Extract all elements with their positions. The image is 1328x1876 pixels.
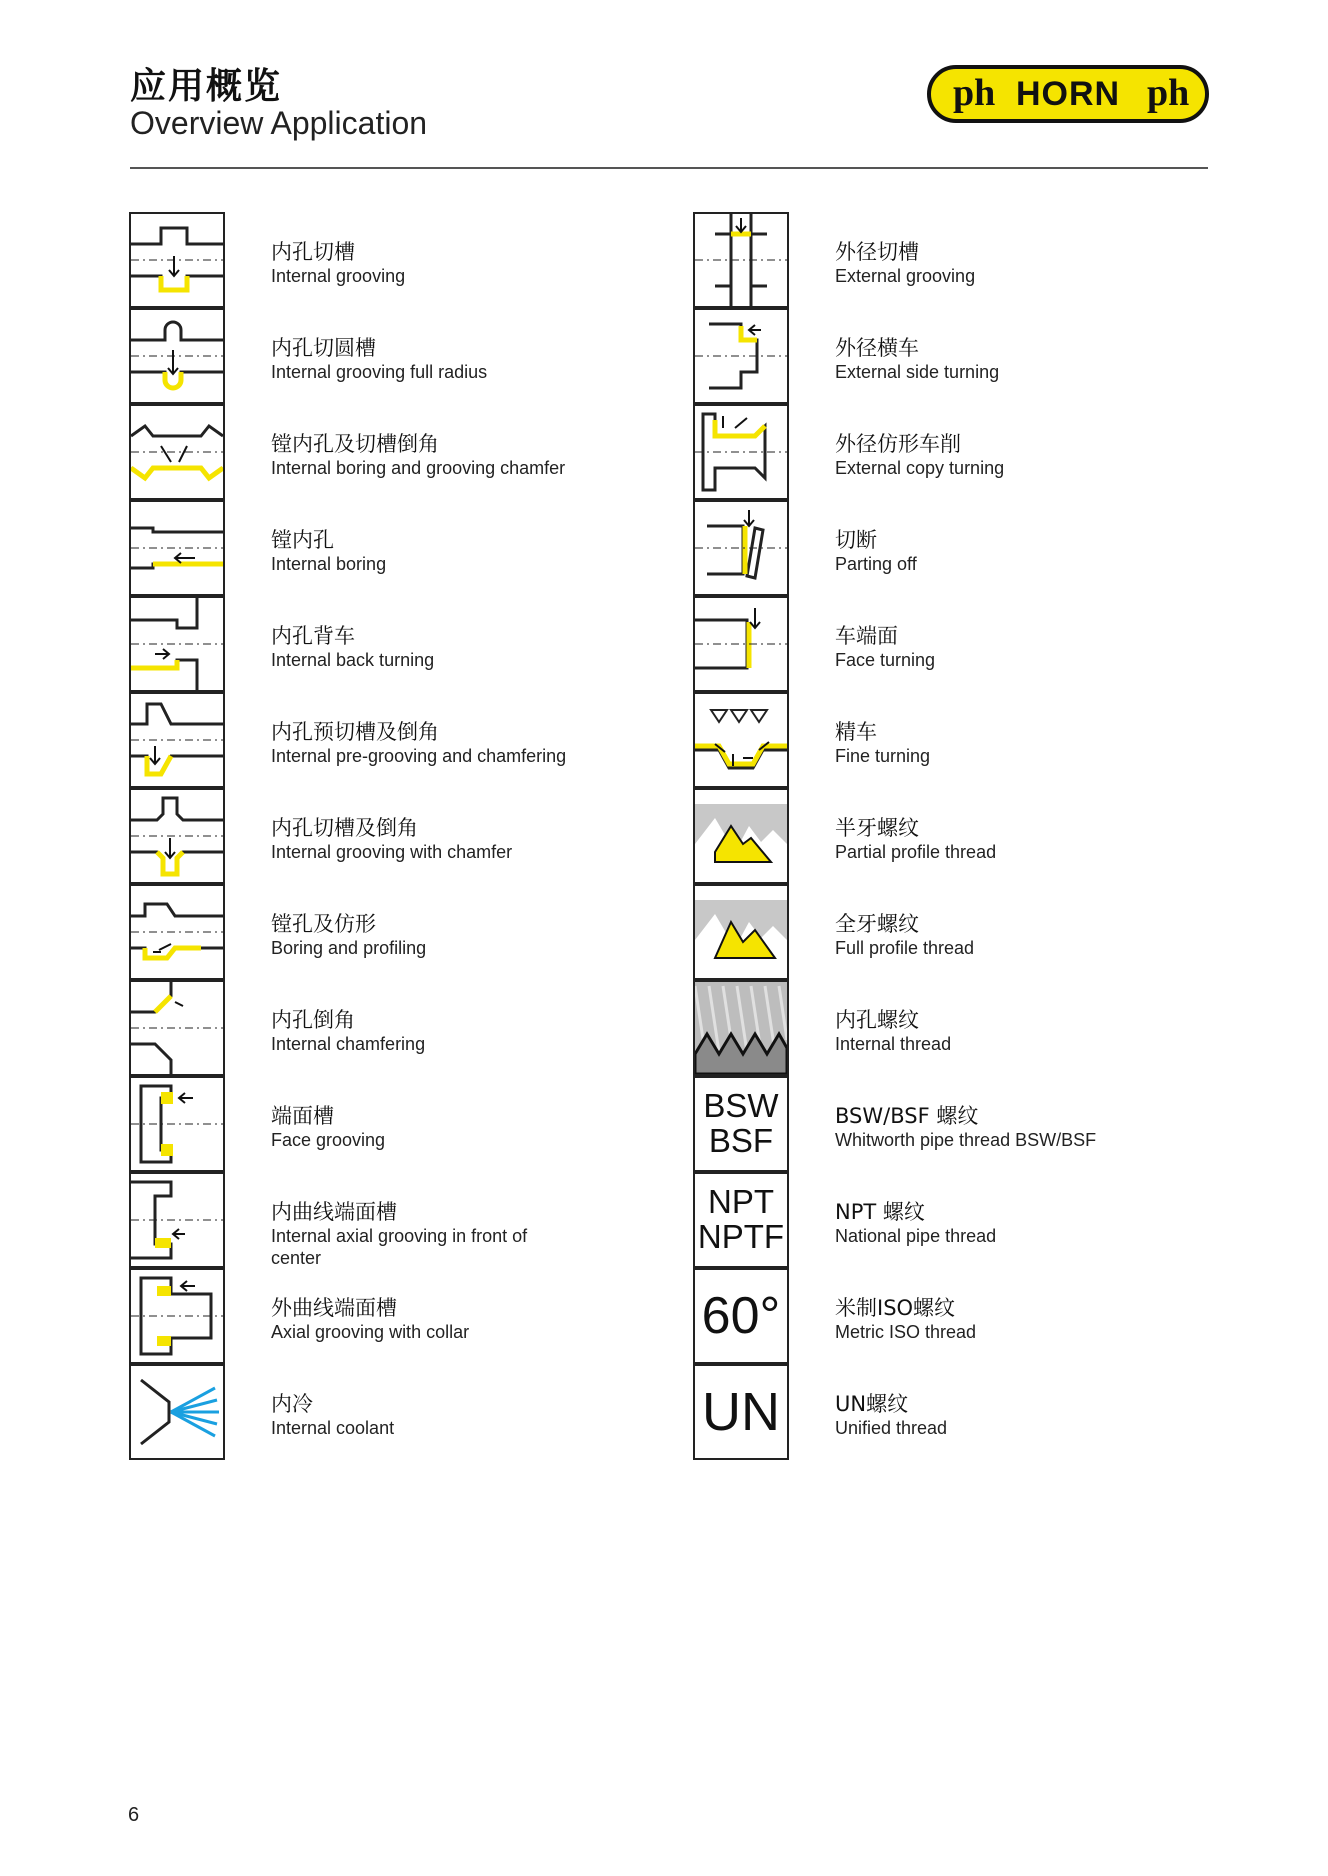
- list-item: [693, 404, 1213, 504]
- list-item: [129, 1172, 649, 1272]
- item-title-en: Internal grooving with chamfer: [271, 842, 513, 862]
- list-item: [693, 596, 1213, 696]
- partial-profile-thread-icon: [693, 788, 789, 884]
- item-title-cn: 内曲线端面槽: [271, 1200, 397, 1224]
- list-item: [129, 308, 649, 408]
- list-item: [693, 500, 1213, 600]
- item-title-cn: 外径仿形车削: [835, 432, 961, 456]
- item-title-cn: 内冷: [271, 1392, 313, 1416]
- bsw-bsf-icon: [693, 1076, 789, 1172]
- page-title-en: Overview Application: [130, 105, 428, 141]
- list-item: [693, 1076, 1213, 1176]
- boring-profiling-icon: [129, 884, 225, 980]
- metric-iso-icon: [693, 1268, 789, 1364]
- parting-off-icon: [693, 500, 789, 596]
- internal-boring-icon: [129, 500, 225, 596]
- internal-chamfering-icon: [129, 980, 225, 1076]
- item-title-cn: 内孔切槽及倒角: [271, 816, 418, 840]
- icon-label: BSW: [703, 1087, 779, 1125]
- horn-logo: [927, 63, 1209, 125]
- un-thread-icon: [693, 1364, 789, 1460]
- internal-grooving-full-radius-icon: [129, 308, 225, 404]
- icon-label: UN: [702, 1381, 780, 1442]
- internal-boring-chamfer-icon: [129, 404, 225, 500]
- list-item: [129, 788, 649, 888]
- item-title-en: Internal coolant: [271, 1418, 395, 1438]
- item-title-cn: 端面槽: [271, 1104, 334, 1128]
- list-item: [129, 404, 649, 504]
- item-title-cn: 精车: [835, 720, 877, 744]
- item-title-cn: 镗孔及仿形: [271, 912, 376, 936]
- item-title-en: External grooving: [835, 266, 976, 286]
- list-item: [693, 1172, 1213, 1272]
- icon-label: BSF: [708, 1122, 774, 1159]
- full-profile-thread-icon: [693, 884, 789, 980]
- page-title-cn: 应用概览: [130, 66, 283, 107]
- item-title-cn: NPT 螺纹: [835, 1200, 925, 1224]
- list-item: [129, 884, 649, 984]
- item-title-cn: 外径横车: [835, 336, 919, 360]
- list-item: [129, 212, 649, 312]
- item-title-cn: 内孔螺纹: [835, 1008, 919, 1032]
- item-title-cn: 外曲线端面槽: [271, 1296, 397, 1320]
- item-title-cn: 半牙螺纹: [835, 816, 919, 840]
- internal-coolant-icon: [129, 1364, 225, 1460]
- item-title-cn: 内孔切圆槽: [271, 336, 376, 360]
- item-title-en: Parting off: [835, 554, 917, 574]
- item-title-cn: 外径切槽: [835, 240, 919, 264]
- list-item: [693, 212, 1213, 312]
- list-item: [693, 1268, 1213, 1368]
- list-item: [693, 884, 1213, 984]
- svg-text:ph: ph: [1147, 72, 1190, 114]
- item-title-en: Internal boring and grooving chamfer: [271, 458, 566, 478]
- logo-text: HORN: [1015, 74, 1121, 113]
- list-item: [693, 980, 1213, 1080]
- item-title-en: Full profile thread: [835, 938, 975, 958]
- icon-label: NPT: [708, 1183, 774, 1221]
- item-title-en: Internal chamfering: [271, 1034, 426, 1054]
- internal-axial-grooving-icon: [129, 1172, 225, 1268]
- item-title-en: Internal thread: [835, 1034, 952, 1054]
- fine-turning-icon: [693, 692, 789, 788]
- internal-grooving-icon: [129, 212, 225, 308]
- item-title-en: Internal back turning: [271, 650, 435, 670]
- item-title-en: Metric ISO thread: [835, 1322, 977, 1342]
- icon-label: 60°: [701, 1286, 781, 1345]
- item-title-en: Internal grooving full radius: [271, 362, 488, 382]
- icon-label: NPTF: [697, 1218, 785, 1255]
- list-item: [129, 596, 649, 696]
- item-title-en: Fine turning: [835, 746, 931, 766]
- item-title-cn: UN螺纹: [835, 1392, 909, 1416]
- list-item: [129, 1268, 649, 1368]
- list-item: [129, 692, 649, 792]
- internal-thread-icon: [693, 980, 789, 1076]
- item-title-en: External copy turning: [835, 458, 1005, 478]
- list-item: [693, 308, 1213, 408]
- list-item: [129, 980, 649, 1080]
- item-title-en: Face grooving: [271, 1130, 386, 1150]
- internal-pre-grooving-icon: [129, 692, 225, 788]
- item-title-cn: 车端面: [835, 624, 898, 648]
- external-grooving-icon: [693, 212, 789, 308]
- internal-grooving-chamfer-icon: [129, 788, 225, 884]
- item-title-en: Face turning: [835, 650, 936, 670]
- svg-text:ph: ph: [953, 72, 996, 114]
- item-title-en: National pipe thread: [835, 1226, 997, 1246]
- list-item: [129, 1076, 649, 1176]
- list-item: [129, 500, 649, 600]
- axial-grooving-collar-icon: [129, 1268, 225, 1364]
- item-title-cn: 内孔预切槽及倒角: [271, 720, 439, 744]
- item-title-cn: 镗内孔及切槽倒角: [271, 432, 439, 456]
- item-title-cn: 内孔切槽: [271, 240, 355, 264]
- item-title-en: Internal boring: [271, 554, 387, 574]
- list-item: [693, 1364, 1213, 1464]
- item-title-en: Partial profile thread: [835, 842, 997, 862]
- item-title-en: Boring and profiling: [271, 938, 427, 958]
- item-title-cn: 内孔背车: [271, 624, 355, 648]
- item-title-cn: 镗内孔: [271, 528, 334, 552]
- item-title-cn: 内孔倒角: [271, 1008, 355, 1032]
- item-title-cn: 米制ISO螺纹: [835, 1296, 956, 1320]
- header-divider: [130, 167, 1208, 169]
- item-title-en: Whitworth pipe thread BSW/BSF: [835, 1130, 1097, 1150]
- item-title-en: Axial grooving with collar: [271, 1322, 470, 1342]
- item-title-cn: 全牙螺纹: [835, 912, 919, 936]
- face-turning-icon: [693, 596, 789, 692]
- internal-back-turning-icon: [129, 596, 225, 692]
- item-title-en: Internal pre-grooving and chamfering: [271, 746, 567, 766]
- item-title-cn: 切断: [835, 528, 877, 552]
- item-title-en: Unified thread: [835, 1418, 948, 1438]
- npt-icon: [693, 1172, 789, 1268]
- face-grooving-icon: [129, 1076, 225, 1172]
- item-title-cn: BSW/BSF 螺纹: [835, 1104, 979, 1128]
- page-number: 6: [128, 1804, 140, 1826]
- item-title-en: Internal grooving: [271, 266, 406, 286]
- item-title-en: Internal axial grooving in front of center: [271, 1226, 528, 1268]
- external-side-turning-icon: [693, 308, 789, 404]
- item-title-en: External side turning: [835, 362, 1000, 382]
- list-item: [693, 692, 1213, 792]
- external-copy-turning-icon: [693, 404, 789, 500]
- list-item: [693, 788, 1213, 888]
- list-item: [129, 1364, 649, 1464]
